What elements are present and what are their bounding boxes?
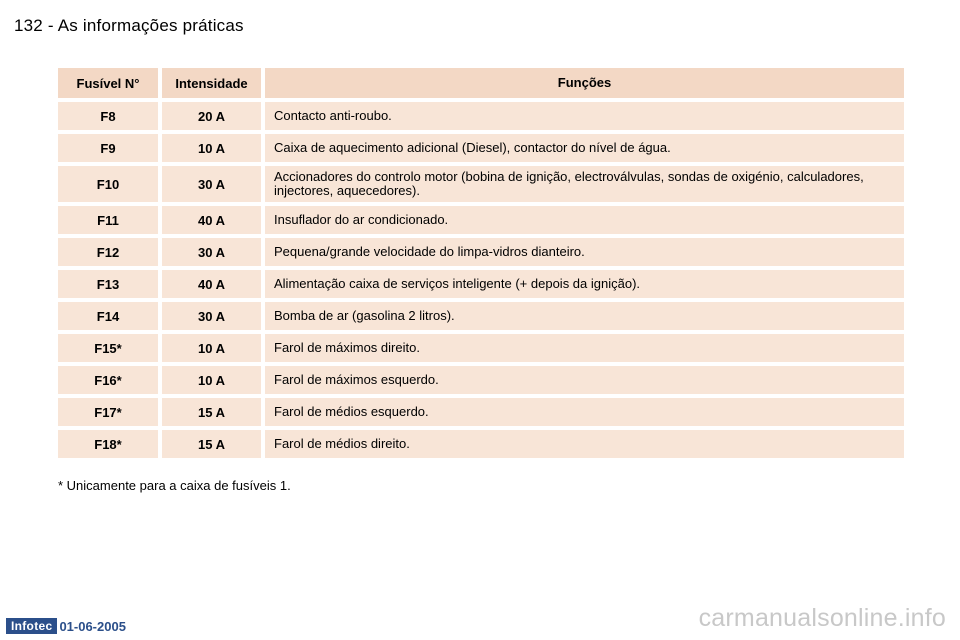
fuse-function: Alimentação caixa de serviços inteligente (+ depois da ignição). (265, 270, 904, 298)
fuse-table (58, 68, 904, 462)
fuse-amperage: 10 A (162, 366, 261, 394)
fuse-function: Farol de médios esquerdo. (265, 398, 904, 426)
table-row (58, 302, 904, 330)
table-row (58, 238, 904, 266)
fuse-amperage: 10 A (162, 334, 261, 362)
fuse-number: F8 (58, 102, 158, 130)
watermark: carmanualsonline.info (698, 604, 946, 632)
fuse-amperage: 40 A (162, 206, 261, 234)
fuse-amperage: 15 A (162, 398, 261, 426)
fuse-number: F15* (58, 334, 158, 362)
fuse-number: F13 (58, 270, 158, 298)
column-header-amperage: Intensidade (162, 68, 261, 98)
table-row (58, 398, 904, 426)
fuse-amperage: 30 A (162, 166, 261, 202)
fuse-function: Farol de máximos esquerdo. (265, 366, 904, 394)
fuse-function: Farol de máximos direito. (265, 334, 904, 362)
fuse-number: F17* (58, 398, 158, 426)
fuse-number: F16* (58, 366, 158, 394)
column-header-fuse: Fusível N° (58, 68, 158, 98)
fuse-amperage: 10 A (162, 134, 261, 162)
infotec-logo: Infotec (6, 618, 57, 634)
table-row (58, 366, 904, 394)
footer-date: 01-06-2005 (59, 618, 126, 634)
fuse-function: Bomba de ar (gasolina 2 litros). (265, 302, 904, 330)
page-title: 132 - As informações práticas (14, 16, 244, 35)
fuse-amperage: 40 A (162, 270, 261, 298)
column-header-functions: Funções (265, 68, 904, 98)
table-row (58, 334, 904, 362)
fuse-function: Insuflador do ar condicionado. (265, 206, 904, 234)
footer (6, 618, 126, 634)
table-row (58, 206, 904, 234)
footnote: * Unicamente para a caixa de fusíveis 1. (58, 478, 291, 493)
fuse-number: F10 (58, 166, 158, 202)
fuse-number: F18* (58, 430, 158, 458)
fuse-function: Caixa de aquecimento adicional (Diesel), contactor do nível de água. (265, 134, 904, 162)
fuse-amperage: 20 A (162, 102, 261, 130)
fuse-number: F14 (58, 302, 158, 330)
table-row (58, 166, 904, 202)
fuse-number: F12 (58, 238, 158, 266)
table-row (58, 430, 904, 458)
table-row (58, 102, 904, 130)
fuse-function: Contacto anti-roubo. (265, 102, 904, 130)
fuse-number: F9 (58, 134, 158, 162)
fuse-amperage: 15 A (162, 430, 261, 458)
table-row (58, 134, 904, 162)
table-header-row (58, 68, 904, 98)
fuse-number: F11 (58, 206, 158, 234)
fuse-amperage: 30 A (162, 302, 261, 330)
fuse-function: Pequena/grande velocidade do limpa-vidros dianteiro. (265, 238, 904, 266)
fuse-amperage: 30 A (162, 238, 261, 266)
table-row (58, 270, 904, 298)
fuse-function: Accionadores do controlo motor (bobina de ignição, electroválvulas, sondas de oxigénio, calculadores, injectores, aquecedores). (265, 166, 904, 202)
fuse-function: Farol de médios direito. (265, 430, 904, 458)
